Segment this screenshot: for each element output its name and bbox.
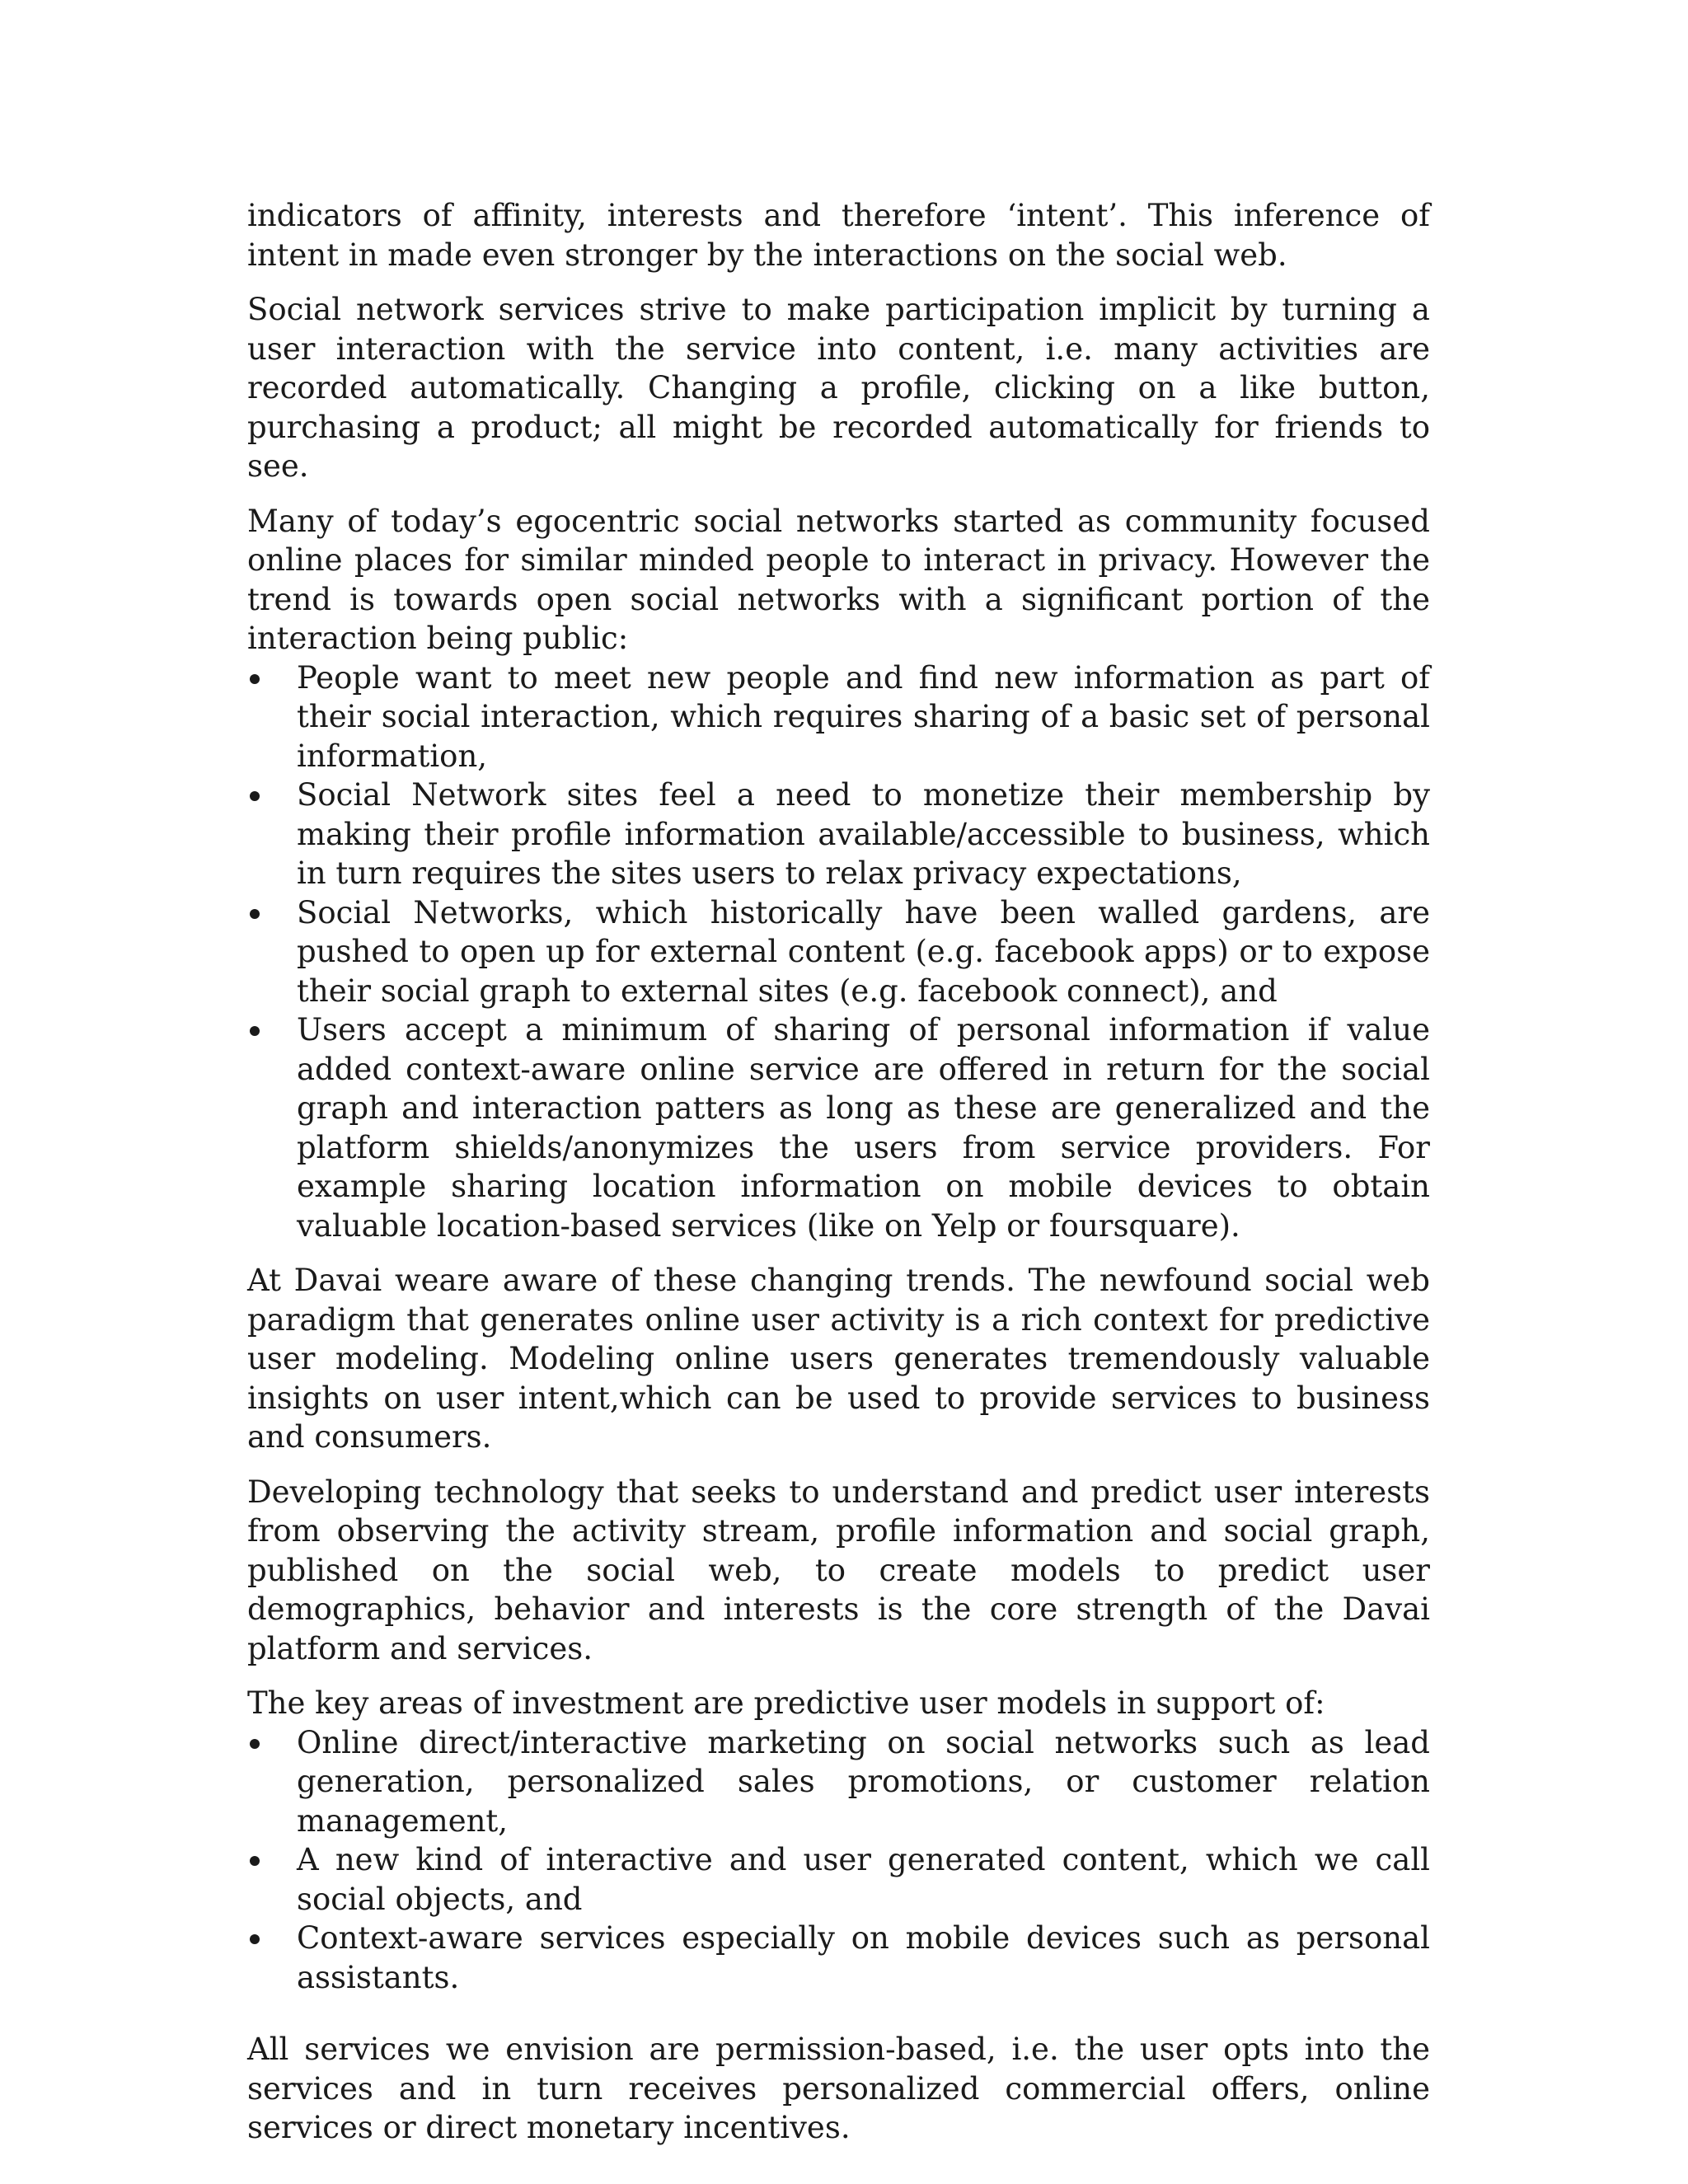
list-item-text: Context-aware services especially on mobile devices such as personal assistants. xyxy=(297,1920,1430,1995)
document-page xyxy=(247,196,1430,2163)
open-networks-list xyxy=(247,658,1430,1246)
list-item-text: People want to meet new people and find new information as part of their social interaction, which requires sharing of a basic set of personal information, xyxy=(297,659,1430,774)
list-item-text: A new kind of interactive and user generated content, which we call social objects, and xyxy=(297,1842,1430,1917)
paragraph-key-areas: The key areas of investment are predictive user models in support of: xyxy=(247,1685,1325,1721)
paragraph-intent-inference: indicators of affinity, interests and therefore ‘intent’. This inference of intent in made even stronger by the interactions on the social web. xyxy=(247,198,1430,273)
list-item-text: Users accept a minimum of sharing of personal information if value added context-aware online service are offered in return for the social graph and interaction patters as long as these are generalized and the platform shields/anonymizes the users from service providers. For example sharing location information on mobile devices to obtain valuable location-based services (like on Yelp or foursquare). xyxy=(297,1012,1430,1244)
list-item xyxy=(247,658,1430,776)
paragraph-core-strength: Developing technology that seeks to understand and predict user interests from observing the activity stream, profile information and social graph, published on the social web, to create models to predict user demographics, behavior and interests is the core strength of the Davai platform and services. xyxy=(247,1474,1430,1666)
list-item xyxy=(247,1840,1430,1919)
list-item xyxy=(247,1723,1430,1841)
list-item-text: Social Network sites feel a need to monetize their membership by making their profile information available/accessible to business, which in turn requires the sites users to relax privacy expectations, xyxy=(297,777,1430,891)
list-item xyxy=(247,776,1430,893)
investment-areas-list xyxy=(247,1723,1430,1998)
list-item-text: Social Networks, which historically have been walled gardens, are pushed to open up for external content (e.g. facebook apps) or to expose their social graph to external sites (e.g. facebook connect), and xyxy=(297,894,1430,1009)
list-item xyxy=(247,1919,1430,1997)
paragraph-open-networks: Many of today’s egocentric social networks started as community focused online places for similar minded people to interact in privacy. However the trend is towards open social networks with a significant portion of the interaction being public: xyxy=(247,503,1430,656)
paragraph-davai-trends: At Davai weare aware of these changing trends. The newfound social web paradigm that generates online user activity is a rich context for predictive user modeling. Modeling online users generates tremendously valuable insights on user intent,which can be used to provide services to business and consumers. xyxy=(247,1263,1430,1455)
paragraph-permission-based: All services we envision are permission-based, i.e. the user opts into the services and in turn receives personalized commercial offers, online services or direct monetary incentives. xyxy=(247,2032,1430,2145)
list-item xyxy=(247,893,1430,1011)
list-item xyxy=(247,1010,1430,1245)
list-item-text: Online direct/interactive marketing on social networks such as lead generation, personalized sales promotions, or customer relation management, xyxy=(297,1724,1430,1839)
paragraph-implicit-participation: Social network services strive to make participation implicit by turning a user interaction with the service into content, i.e. many activities are recorded automatically. Changing a profile, clicking on a like button, purchasing a product; all might be recorded automatically for friends to see. xyxy=(247,292,1430,484)
